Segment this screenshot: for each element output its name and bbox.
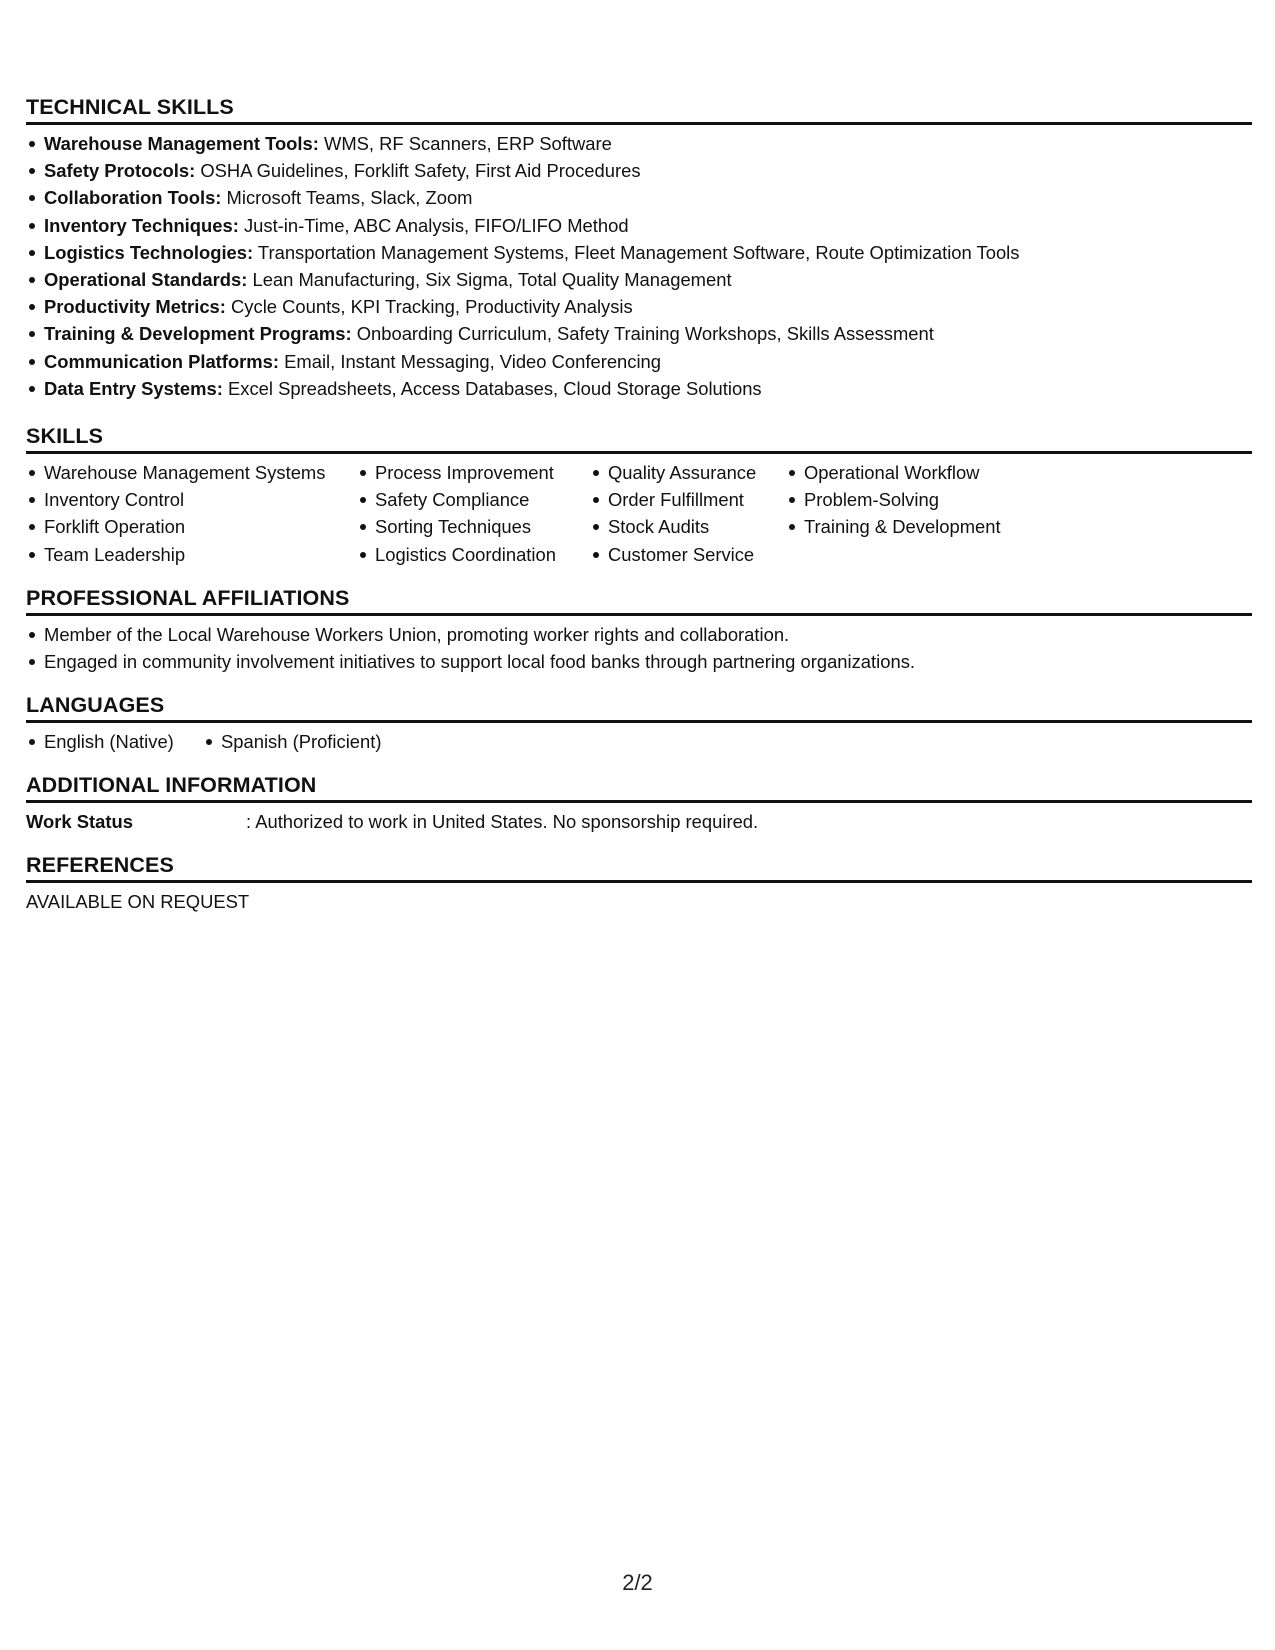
technical-skill-label: Communication Platforms: bbox=[44, 350, 280, 372]
skills-column bbox=[608, 459, 804, 568]
technical-skill-text: Excel Spreadsheets, Access Databases, Cloud Storage Solutions bbox=[222, 377, 762, 399]
skill-item: Safety Compliance bbox=[375, 486, 608, 513]
technical-skill-text: Microsoft Teams, Slack, Zoom bbox=[221, 187, 473, 209]
technical-skill-item bbox=[44, 320, 1252, 347]
section-title-references: REFERENCES bbox=[26, 852, 1252, 883]
technical-skill-item bbox=[44, 348, 1252, 375]
section-title-affiliations: PROFESSIONAL AFFILIATIONS bbox=[26, 585, 1252, 616]
technical-skill-label: Logistics Technologies: bbox=[44, 241, 254, 263]
section-title-technical-skills: TECHNICAL SKILLS bbox=[26, 94, 1252, 125]
section-spacer bbox=[26, 568, 1252, 585]
skill-item: Customer Service bbox=[608, 541, 804, 568]
languages-column bbox=[221, 728, 381, 755]
technical-skill-text: Just-in-Time, ABC Analysis, FIFO/LIFO Method bbox=[238, 214, 629, 236]
technical-skill-text: Lean Manufacturing, Six Sigma, Total Quality Management bbox=[247, 269, 732, 291]
technical-skill-item bbox=[44, 130, 1252, 157]
skill-item: Training & Development bbox=[804, 513, 1064, 540]
section-title-skills: SKILLS bbox=[26, 423, 1252, 454]
languages-section bbox=[26, 692, 1252, 755]
page-number: 2/2 bbox=[622, 1570, 653, 1595]
affiliations-list bbox=[26, 621, 1252, 675]
skills-grid bbox=[26, 459, 1252, 568]
skills-column bbox=[44, 459, 375, 568]
section-title-additional-information: ADDITIONAL INFORMATION bbox=[26, 772, 1252, 803]
resume-page bbox=[26, 94, 1252, 915]
section-spacer bbox=[26, 755, 1252, 772]
technical-skill-label: Training & Development Programs: bbox=[44, 323, 352, 345]
skill-item: Sorting Techniques bbox=[375, 513, 608, 540]
work-status-label: Work Status bbox=[26, 811, 133, 833]
affiliation-item: Member of the Local Warehouse Workers Union, promoting worker rights and collaboration. bbox=[44, 621, 1252, 648]
work-status-row bbox=[26, 808, 1252, 835]
technical-skills-section bbox=[26, 94, 1252, 402]
skills-section bbox=[26, 423, 1252, 568]
technical-skill-label: Collaboration Tools: bbox=[44, 187, 222, 209]
section-title-languages: LANGUAGES bbox=[26, 692, 1252, 723]
skill-item: Logistics Coordination bbox=[375, 541, 608, 568]
skill-item: Inventory Control bbox=[44, 486, 375, 513]
additional-information-section bbox=[26, 772, 1252, 835]
technical-skill-text: Onboarding Curriculum, Safety Training Workshops, Skills Assessment bbox=[351, 323, 934, 345]
section-spacer bbox=[26, 835, 1252, 852]
technical-skill-label: Productivity Metrics: bbox=[44, 296, 226, 318]
technical-skill-item bbox=[44, 239, 1252, 266]
technical-skill-item bbox=[44, 184, 1252, 211]
skill-item: Team Leadership bbox=[44, 541, 375, 568]
skills-column bbox=[804, 459, 1064, 568]
references-text: AVAILABLE ON REQUEST bbox=[26, 891, 250, 913]
section-spacer bbox=[26, 402, 1252, 423]
technical-skill-item bbox=[44, 293, 1252, 320]
language-item: Spanish (Proficient) bbox=[221, 728, 381, 755]
technical-skill-item bbox=[44, 375, 1252, 402]
technical-skill-item bbox=[44, 157, 1252, 184]
technical-skill-text: Transportation Management Systems, Fleet Management Software, Route Optimization Tools bbox=[253, 241, 1020, 263]
work-status-value: : Authorized to work in United States. No sponsorship required. bbox=[246, 811, 759, 833]
technical-skills-list bbox=[26, 130, 1252, 402]
references-section bbox=[26, 852, 1252, 915]
skills-column bbox=[375, 459, 608, 568]
technical-skill-item bbox=[44, 266, 1252, 293]
technical-skill-label: Data Entry Systems: bbox=[44, 377, 223, 399]
technical-skill-text: OSHA Guidelines, Forklift Safety, First Aid Procedures bbox=[195, 160, 641, 182]
technical-skill-item bbox=[44, 212, 1252, 239]
technical-skill-text: Email, Instant Messaging, Video Conferencing bbox=[279, 350, 662, 372]
technical-skill-label: Operational Standards: bbox=[44, 269, 248, 291]
skill-item: Forklift Operation bbox=[44, 513, 375, 540]
skill-item: Warehouse Management Systems bbox=[44, 459, 375, 486]
technical-skill-label: Safety Protocols: bbox=[44, 160, 196, 182]
technical-skill-text: WMS, RF Scanners, ERP Software bbox=[318, 133, 612, 154]
skill-item: Stock Audits bbox=[608, 513, 804, 540]
skill-item: Quality Assurance bbox=[608, 459, 804, 486]
technical-skill-label: Inventory Techniques: bbox=[44, 214, 239, 236]
affiliation-item: Engaged in community involvement initiatives to support local food banks through partnering organizations. bbox=[44, 648, 1252, 675]
languages-row bbox=[26, 728, 1252, 755]
skill-item: Process Improvement bbox=[375, 459, 608, 486]
affiliations-section bbox=[26, 585, 1252, 675]
section-spacer bbox=[26, 675, 1252, 692]
language-item: English (Native) bbox=[44, 728, 221, 755]
skill-item: Problem-Solving bbox=[804, 486, 1064, 513]
technical-skill-text: Cycle Counts, KPI Tracking, Productivity Analysis bbox=[225, 296, 633, 318]
skill-item: Order Fulfillment bbox=[608, 486, 804, 513]
technical-skill-label: Warehouse Management Tools: bbox=[44, 133, 319, 154]
skill-item: Operational Workflow bbox=[804, 459, 1064, 486]
languages-column bbox=[44, 728, 221, 755]
